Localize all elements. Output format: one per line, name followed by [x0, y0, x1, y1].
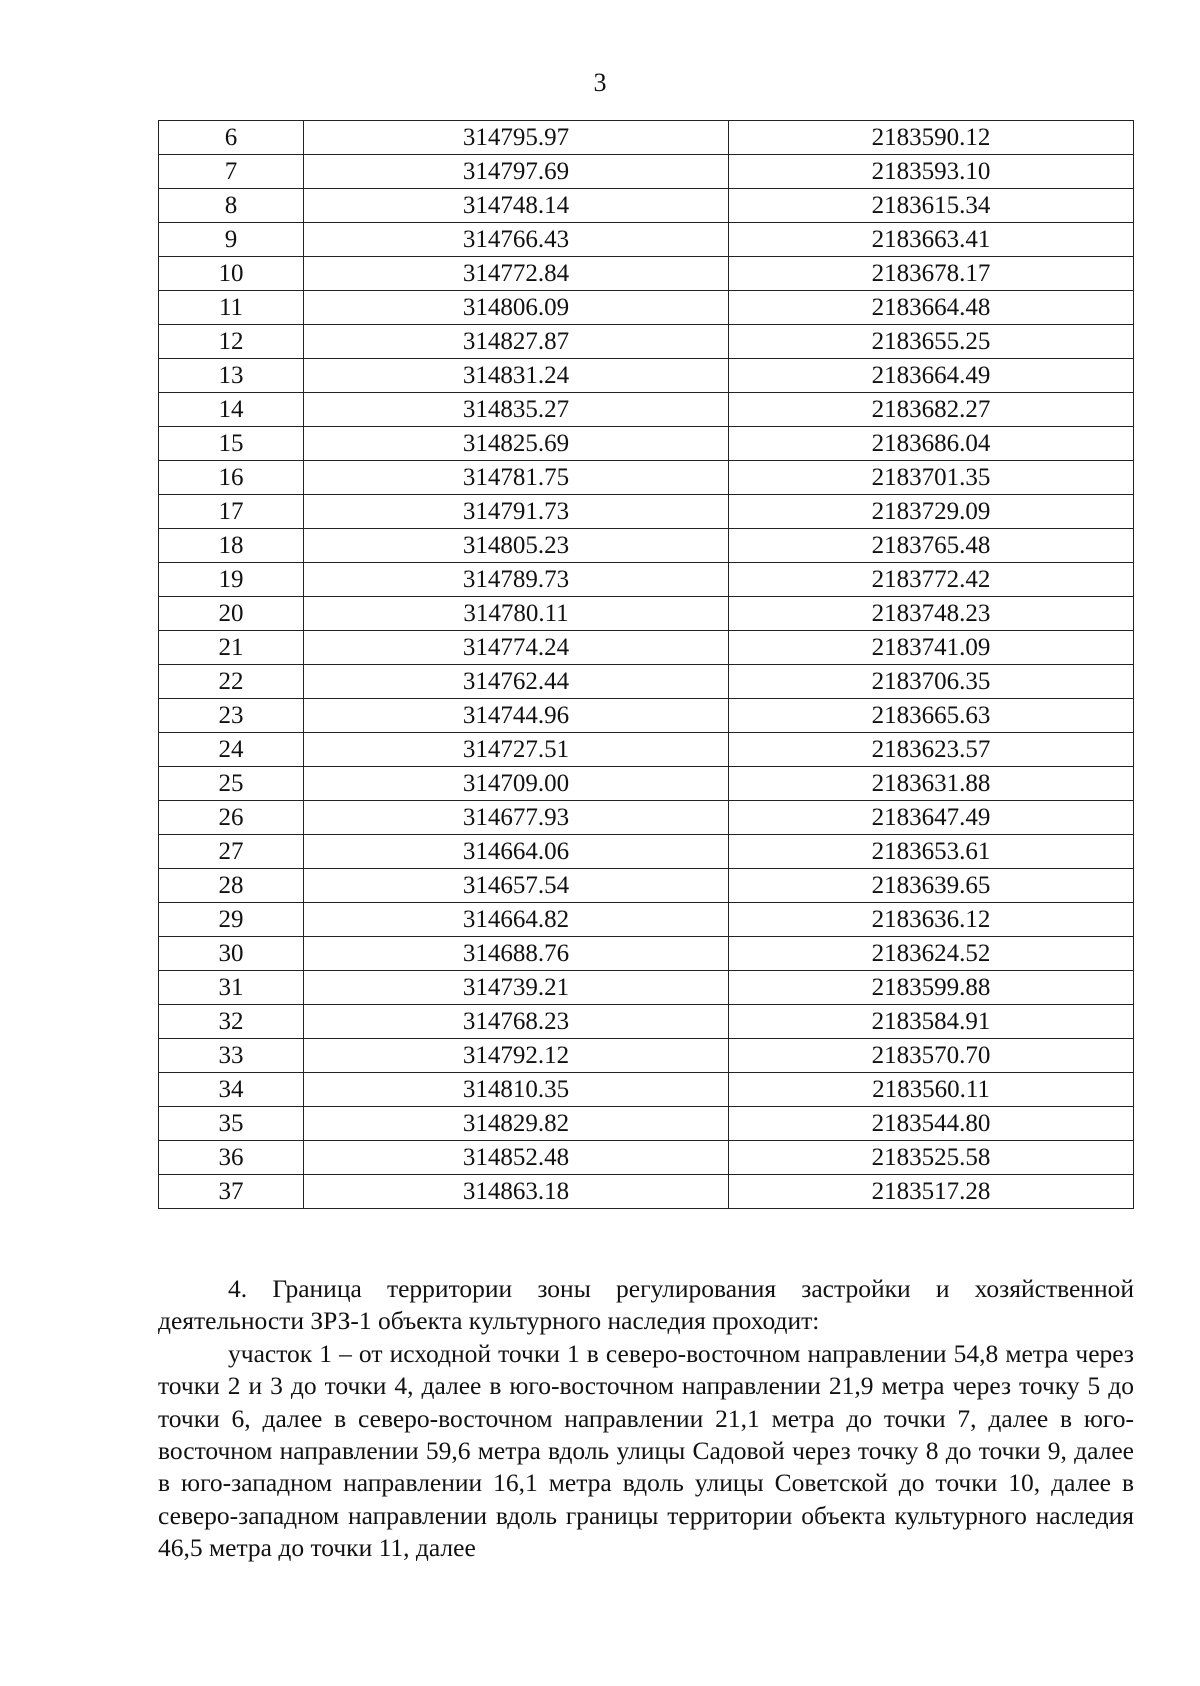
point-number-cell: 29 [159, 903, 304, 937]
y-coordinate-cell: 2183701.35 [729, 461, 1134, 495]
table-row [159, 495, 1134, 529]
point-number-cell: 33 [159, 1039, 304, 1073]
y-coordinate-cell: 2183664.49 [729, 359, 1134, 393]
x-coordinate-cell: 314664.82 [304, 903, 729, 937]
table-row [159, 597, 1134, 631]
y-coordinate-cell: 2183590.12 [729, 121, 1134, 155]
x-coordinate-cell: 314791.73 [304, 495, 729, 529]
y-coordinate-cell: 2183765.48 [729, 529, 1134, 563]
table-row [159, 359, 1134, 393]
x-coordinate-cell: 314825.69 [304, 427, 729, 461]
table-row [159, 223, 1134, 257]
point-number-cell: 23 [159, 699, 304, 733]
y-coordinate-cell: 2183706.35 [729, 665, 1134, 699]
x-coordinate-cell: 314762.44 [304, 665, 729, 699]
point-number-cell: 8 [159, 189, 304, 223]
y-coordinate-cell: 2183544.80 [729, 1107, 1134, 1141]
point-number-cell: 28 [159, 869, 304, 903]
point-number-cell: 13 [159, 359, 304, 393]
y-coordinate-cell: 2183615.34 [729, 189, 1134, 223]
table-row [159, 665, 1134, 699]
y-coordinate-cell: 2183624.52 [729, 937, 1134, 971]
page-number: 3 [593, 68, 607, 97]
x-coordinate-cell: 314748.14 [304, 189, 729, 223]
x-coordinate-cell: 314688.76 [304, 937, 729, 971]
table-row [159, 699, 1134, 733]
y-coordinate-cell: 2183682.27 [729, 393, 1134, 427]
point-number-cell: 11 [159, 291, 304, 325]
point-number-cell: 24 [159, 733, 304, 767]
table-row [159, 869, 1134, 903]
x-coordinate-cell: 314744.96 [304, 699, 729, 733]
x-coordinate-cell: 314806.09 [304, 291, 729, 325]
point-number-cell: 9 [159, 223, 304, 257]
x-coordinate-cell: 314709.00 [304, 767, 729, 801]
point-number-cell: 18 [159, 529, 304, 563]
point-number-cell: 20 [159, 597, 304, 631]
y-coordinate-cell: 2183570.70 [729, 1039, 1134, 1073]
y-coordinate-cell: 2183678.17 [729, 257, 1134, 291]
table-row [159, 257, 1134, 291]
y-coordinate-cell: 2183584.91 [729, 1005, 1134, 1039]
y-coordinate-cell: 2183623.57 [729, 733, 1134, 767]
point-number-cell: 31 [159, 971, 304, 1005]
x-coordinate-cell: 314657.54 [304, 869, 729, 903]
point-number-cell: 36 [159, 1141, 304, 1175]
body-text [158, 1273, 1134, 1565]
table-row [159, 1005, 1134, 1039]
point-number-cell: 35 [159, 1107, 304, 1141]
table-row [159, 461, 1134, 495]
table-row [159, 1141, 1134, 1175]
point-number-cell: 17 [159, 495, 304, 529]
point-number-cell: 27 [159, 835, 304, 869]
x-coordinate-cell: 314792.12 [304, 1039, 729, 1073]
point-number-cell: 22 [159, 665, 304, 699]
y-coordinate-cell: 2183741.09 [729, 631, 1134, 665]
x-coordinate-cell: 314772.84 [304, 257, 729, 291]
point-number-cell: 32 [159, 1005, 304, 1039]
paragraph-section-1: участок 1 – от исходной точки 1 в северо-восточном направлении 54,8 метра через точки 2 и 3 до точки 4, далее в юго-восточном направлении 21,9 метра через точку 5 до точки 6, далее в северо-восточном направлении 21,1 метра до точки 7, далее в юго-восточном направлении 59,6 метра вдоль улицы Садовой через точку 8 до точки 9, далее в юго-западном направлении 16,1 метра вдоль улицы Советской до точки 10, далее в северо-западном направлении вдоль границы территории объекта культурного наследия 46,5 метра до точки 11, далее [158, 1338, 1134, 1563]
point-number-cell: 37 [159, 1175, 304, 1209]
x-coordinate-cell: 314789.73 [304, 563, 729, 597]
x-coordinate-cell: 314835.27 [304, 393, 729, 427]
x-coordinate-cell: 314831.24 [304, 359, 729, 393]
table-row [159, 325, 1134, 359]
y-coordinate-cell: 2183665.63 [729, 699, 1134, 733]
x-coordinate-cell: 314774.24 [304, 631, 729, 665]
x-coordinate-cell: 314664.06 [304, 835, 729, 869]
coordinates-table [158, 120, 1134, 1209]
point-number-cell: 14 [159, 393, 304, 427]
table-row [159, 631, 1134, 665]
x-coordinate-cell: 314780.11 [304, 597, 729, 631]
x-coordinate-cell: 314795.97 [304, 121, 729, 155]
y-coordinate-cell: 2183653.61 [729, 835, 1134, 869]
x-coordinate-cell: 314797.69 [304, 155, 729, 189]
table-row [159, 155, 1134, 189]
point-number-cell: 25 [159, 767, 304, 801]
table-row [159, 767, 1134, 801]
y-coordinate-cell: 2183772.42 [729, 563, 1134, 597]
y-coordinate-cell: 2183664.48 [729, 291, 1134, 325]
table-row [159, 1175, 1134, 1209]
x-coordinate-cell: 314852.48 [304, 1141, 729, 1175]
x-coordinate-cell: 314677.93 [304, 801, 729, 835]
table-row [159, 835, 1134, 869]
table-row [159, 393, 1134, 427]
paragraph-boundary-zrz1: 4. Граница территории зоны регулирования застройки и хозяйственной деятельности ЗРЗ-1 объекта культурного наследия проходит: [158, 1274, 1134, 1336]
table-row [159, 121, 1134, 155]
y-coordinate-cell: 2183599.88 [729, 971, 1134, 1005]
table-row [159, 427, 1134, 461]
point-number-cell: 10 [159, 257, 304, 291]
coordinates-table-body [159, 121, 1134, 1209]
table-row [159, 529, 1134, 563]
y-coordinate-cell: 2183639.65 [729, 869, 1134, 903]
x-coordinate-cell: 314805.23 [304, 529, 729, 563]
x-coordinate-cell: 314810.35 [304, 1073, 729, 1107]
table-row [159, 291, 1134, 325]
y-coordinate-cell: 2183636.12 [729, 903, 1134, 937]
y-coordinate-cell: 2183593.10 [729, 155, 1134, 189]
x-coordinate-cell: 314766.43 [304, 223, 729, 257]
point-number-cell: 7 [159, 155, 304, 189]
point-number-cell: 21 [159, 631, 304, 665]
table-row [159, 903, 1134, 937]
point-number-cell: 34 [159, 1073, 304, 1107]
x-coordinate-cell: 314768.23 [304, 1005, 729, 1039]
y-coordinate-cell: 2183647.49 [729, 801, 1134, 835]
table-row [159, 733, 1134, 767]
x-coordinate-cell: 314727.51 [304, 733, 729, 767]
x-coordinate-cell: 314863.18 [304, 1175, 729, 1209]
point-number-cell: 19 [159, 563, 304, 597]
y-coordinate-cell: 2183525.58 [729, 1141, 1134, 1175]
table-row [159, 937, 1134, 971]
y-coordinate-cell: 2183517.28 [729, 1175, 1134, 1209]
table-row [159, 801, 1134, 835]
x-coordinate-cell: 314829.82 [304, 1107, 729, 1141]
point-number-cell: 30 [159, 937, 304, 971]
table-row [159, 1073, 1134, 1107]
y-coordinate-cell: 2183663.41 [729, 223, 1134, 257]
x-coordinate-cell: 314739.21 [304, 971, 729, 1005]
table-row [159, 971, 1134, 1005]
table-row [159, 1107, 1134, 1141]
y-coordinate-cell: 2183686.04 [729, 427, 1134, 461]
table-row [159, 563, 1134, 597]
y-coordinate-cell: 2183729.09 [729, 495, 1134, 529]
point-number-cell: 15 [159, 427, 304, 461]
point-number-cell: 26 [159, 801, 304, 835]
x-coordinate-cell: 314781.75 [304, 461, 729, 495]
point-number-cell: 16 [159, 461, 304, 495]
table-row [159, 1039, 1134, 1073]
y-coordinate-cell: 2183631.88 [729, 767, 1134, 801]
point-number-cell: 6 [159, 121, 304, 155]
point-number-cell: 12 [159, 325, 304, 359]
y-coordinate-cell: 2183748.23 [729, 597, 1134, 631]
table-row [159, 189, 1134, 223]
y-coordinate-cell: 2183655.25 [729, 325, 1134, 359]
x-coordinate-cell: 314827.87 [304, 325, 729, 359]
y-coordinate-cell: 2183560.11 [729, 1073, 1134, 1107]
